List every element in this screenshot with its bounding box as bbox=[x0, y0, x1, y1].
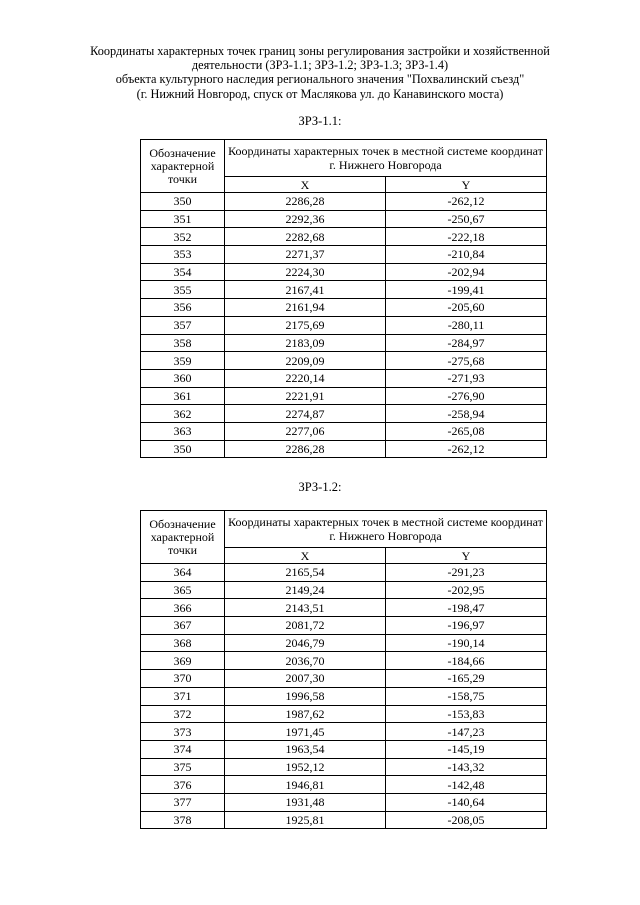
point-number-cell: 361 bbox=[141, 387, 225, 405]
x-coordinate-cell: 2274,87 bbox=[225, 405, 386, 423]
y-coordinate-cell: -198,47 bbox=[386, 599, 547, 617]
y-coordinate-cell: -199,41 bbox=[386, 281, 547, 299]
x-coordinate-cell: 1946,81 bbox=[225, 776, 386, 794]
y-coordinate-cell: -262,12 bbox=[386, 193, 547, 211]
y-coordinate-cell: -250,67 bbox=[386, 210, 547, 228]
point-number-cell: 351 bbox=[141, 210, 225, 228]
coordinates-table-zrz-1-1 bbox=[140, 139, 547, 458]
table-row bbox=[141, 263, 547, 281]
section-label-zrz-1-1: ЗРЗ-1.1: bbox=[298, 114, 342, 128]
y-coordinate-cell: -158,75 bbox=[386, 687, 547, 705]
point-number-cell: 350 bbox=[141, 440, 225, 458]
table-row bbox=[141, 281, 547, 299]
x-coordinate-cell: 2183,09 bbox=[225, 334, 386, 352]
x-coordinate-cell: 1931,48 bbox=[225, 793, 386, 811]
point-number-cell: 350 bbox=[141, 193, 225, 211]
table-row bbox=[141, 246, 547, 264]
y-coordinate-cell: -205,60 bbox=[386, 299, 547, 317]
table-row bbox=[141, 740, 547, 758]
point-number-cell: 374 bbox=[141, 740, 225, 758]
x-coordinate-cell: 2036,70 bbox=[225, 652, 386, 670]
point-number-cell: 355 bbox=[141, 281, 225, 299]
y-coordinate-cell: -222,18 bbox=[386, 228, 547, 246]
table-row bbox=[141, 793, 547, 811]
y-coordinate-cell: -196,97 bbox=[386, 617, 547, 635]
title-line: Координаты характерных точек границ зоны регулирования застройки и хозяйственной bbox=[90, 44, 550, 58]
table-row bbox=[141, 776, 547, 794]
point-number-cell: 369 bbox=[141, 652, 225, 670]
point-number-cell: 377 bbox=[141, 793, 225, 811]
point-number-cell: 354 bbox=[141, 263, 225, 281]
x-coordinate-cell: 1987,62 bbox=[225, 705, 386, 723]
y-coordinate-cell: -208,05 bbox=[386, 811, 547, 829]
point-number-cell: 353 bbox=[141, 246, 225, 264]
point-number-cell: 376 bbox=[141, 776, 225, 794]
table-row bbox=[141, 758, 547, 776]
table-row bbox=[141, 405, 547, 423]
table-row bbox=[141, 652, 547, 670]
x-coordinate-cell: 2282,68 bbox=[225, 228, 386, 246]
point-number-cell: 365 bbox=[141, 581, 225, 599]
table-row bbox=[141, 687, 547, 705]
x-coordinate-cell: 2161,94 bbox=[225, 299, 386, 317]
x-coordinate-cell: 2007,30 bbox=[225, 670, 386, 688]
x-coordinate-cell: 1952,12 bbox=[225, 758, 386, 776]
y-coordinate-cell: -202,94 bbox=[386, 263, 547, 281]
point-number-cell: 358 bbox=[141, 334, 225, 352]
table-row bbox=[141, 634, 547, 652]
x-coordinate-cell: 2277,06 bbox=[225, 422, 386, 440]
y-coordinate-cell: -284,97 bbox=[386, 334, 547, 352]
title-line: деятельности (ЗРЗ-1.1; ЗРЗ-1.2; ЗРЗ-1.3; ЗРЗ-1.4) bbox=[191, 58, 449, 73]
coordinates-table-zrz-1-2 bbox=[140, 510, 547, 829]
y-coordinate-cell: -190,14 bbox=[386, 634, 547, 652]
table-row bbox=[141, 440, 547, 458]
x-coordinate-cell: 2286,28 bbox=[225, 193, 386, 211]
x-coordinate-cell: 2175,69 bbox=[225, 316, 386, 334]
point-number-cell: 357 bbox=[141, 316, 225, 334]
table-row bbox=[141, 228, 547, 246]
x-coordinate-cell: 2143,51 bbox=[225, 599, 386, 617]
coordinates-column-header: Координаты характерных точек в местной системе координат г. Нижнего Новгорода bbox=[225, 140, 547, 177]
point-column-header: Обозначение характерной точки bbox=[141, 511, 225, 564]
y-coordinate-cell: -145,19 bbox=[386, 740, 547, 758]
y-coordinate-cell: -275,68 bbox=[386, 352, 547, 370]
point-number-cell: 378 bbox=[141, 811, 225, 829]
x-coordinate-cell: 2046,79 bbox=[225, 634, 386, 652]
x-column-header: X bbox=[225, 177, 386, 193]
y-coordinate-cell: -265,08 bbox=[386, 422, 547, 440]
point-number-cell: 371 bbox=[141, 687, 225, 705]
table-body bbox=[141, 193, 547, 458]
table-body bbox=[141, 564, 547, 829]
y-coordinate-cell: -262,12 bbox=[386, 440, 547, 458]
table-row bbox=[141, 299, 547, 317]
y-coordinate-cell: -271,93 bbox=[386, 369, 547, 387]
table-row bbox=[141, 334, 547, 352]
point-number-cell: 366 bbox=[141, 599, 225, 617]
document-title bbox=[20, 44, 620, 101]
x-coordinate-cell: 2209,09 bbox=[225, 352, 386, 370]
section-label-zrz-1-2: ЗРЗ-1.2: bbox=[298, 480, 342, 494]
table-row bbox=[141, 723, 547, 741]
y-column-header: Y bbox=[386, 177, 547, 193]
point-number-cell: 363 bbox=[141, 422, 225, 440]
point-number-cell: 373 bbox=[141, 723, 225, 741]
title-line: объекта культурного наследия регионального значения "Похвалинский съезд" bbox=[115, 72, 525, 87]
point-number-cell: 372 bbox=[141, 705, 225, 723]
y-coordinate-cell: -210,84 bbox=[386, 246, 547, 264]
x-coordinate-cell: 2081,72 bbox=[225, 617, 386, 635]
table-row bbox=[141, 617, 547, 635]
coordinates-column-header: Координаты характерных точек в местной системе координат г. Нижнего Новгорода bbox=[225, 511, 547, 548]
table-row bbox=[141, 369, 547, 387]
y-coordinate-cell: -143,32 bbox=[386, 758, 547, 776]
x-coordinate-cell: 2149,24 bbox=[225, 581, 386, 599]
point-number-cell: 356 bbox=[141, 299, 225, 317]
y-coordinate-cell: -258,94 bbox=[386, 405, 547, 423]
table-row bbox=[141, 193, 547, 211]
y-coordinate-cell: -165,29 bbox=[386, 670, 547, 688]
x-coordinate-cell: 1971,45 bbox=[225, 723, 386, 741]
title-line: (г. Нижний Новгород, спуск от Маслякова ул. до Канавинского моста) bbox=[136, 86, 504, 101]
table-row bbox=[141, 352, 547, 370]
point-number-cell: 359 bbox=[141, 352, 225, 370]
point-number-cell: 352 bbox=[141, 228, 225, 246]
y-coordinate-cell: -147,23 bbox=[386, 723, 547, 741]
y-coordinate-cell: -184,66 bbox=[386, 652, 547, 670]
point-number-cell: 364 bbox=[141, 564, 225, 582]
y-coordinate-cell: -202,95 bbox=[386, 581, 547, 599]
x-coordinate-cell: 2167,41 bbox=[225, 281, 386, 299]
x-coordinate-cell: 2220,14 bbox=[225, 369, 386, 387]
x-coordinate-cell: 2221,91 bbox=[225, 387, 386, 405]
y-coordinate-cell: -142,48 bbox=[386, 776, 547, 794]
table-row bbox=[141, 705, 547, 723]
point-number-cell: 370 bbox=[141, 670, 225, 688]
table-row bbox=[141, 422, 547, 440]
x-column-header: X bbox=[225, 548, 386, 564]
x-coordinate-cell: 2165,54 bbox=[225, 564, 386, 582]
point-number-cell: 375 bbox=[141, 758, 225, 776]
table-row bbox=[141, 670, 547, 688]
table-row bbox=[141, 599, 547, 617]
y-coordinate-cell: -291,23 bbox=[386, 564, 547, 582]
table-row bbox=[141, 581, 547, 599]
point-number-cell: 362 bbox=[141, 405, 225, 423]
x-coordinate-cell: 2292,36 bbox=[225, 210, 386, 228]
x-coordinate-cell: 1996,58 bbox=[225, 687, 386, 705]
point-column-header: Обозначение характерной точки bbox=[141, 140, 225, 193]
x-coordinate-cell: 2286,28 bbox=[225, 440, 386, 458]
y-coordinate-cell: -140,64 bbox=[386, 793, 547, 811]
table-row bbox=[141, 811, 547, 829]
x-coordinate-cell: 1963,54 bbox=[225, 740, 386, 758]
y-column-header: Y bbox=[386, 548, 547, 564]
point-number-cell: 368 bbox=[141, 634, 225, 652]
point-number-cell: 367 bbox=[141, 617, 225, 635]
y-coordinate-cell: -153,83 bbox=[386, 705, 547, 723]
table-row bbox=[141, 210, 547, 228]
table-row bbox=[141, 387, 547, 405]
x-coordinate-cell: 2271,37 bbox=[225, 246, 386, 264]
table-row bbox=[141, 564, 547, 582]
point-number-cell: 360 bbox=[141, 369, 225, 387]
x-coordinate-cell: 1925,81 bbox=[225, 811, 386, 829]
y-coordinate-cell: -280,11 bbox=[386, 316, 547, 334]
y-coordinate-cell: -276,90 bbox=[386, 387, 547, 405]
table-row bbox=[141, 316, 547, 334]
x-coordinate-cell: 2224,30 bbox=[225, 263, 386, 281]
